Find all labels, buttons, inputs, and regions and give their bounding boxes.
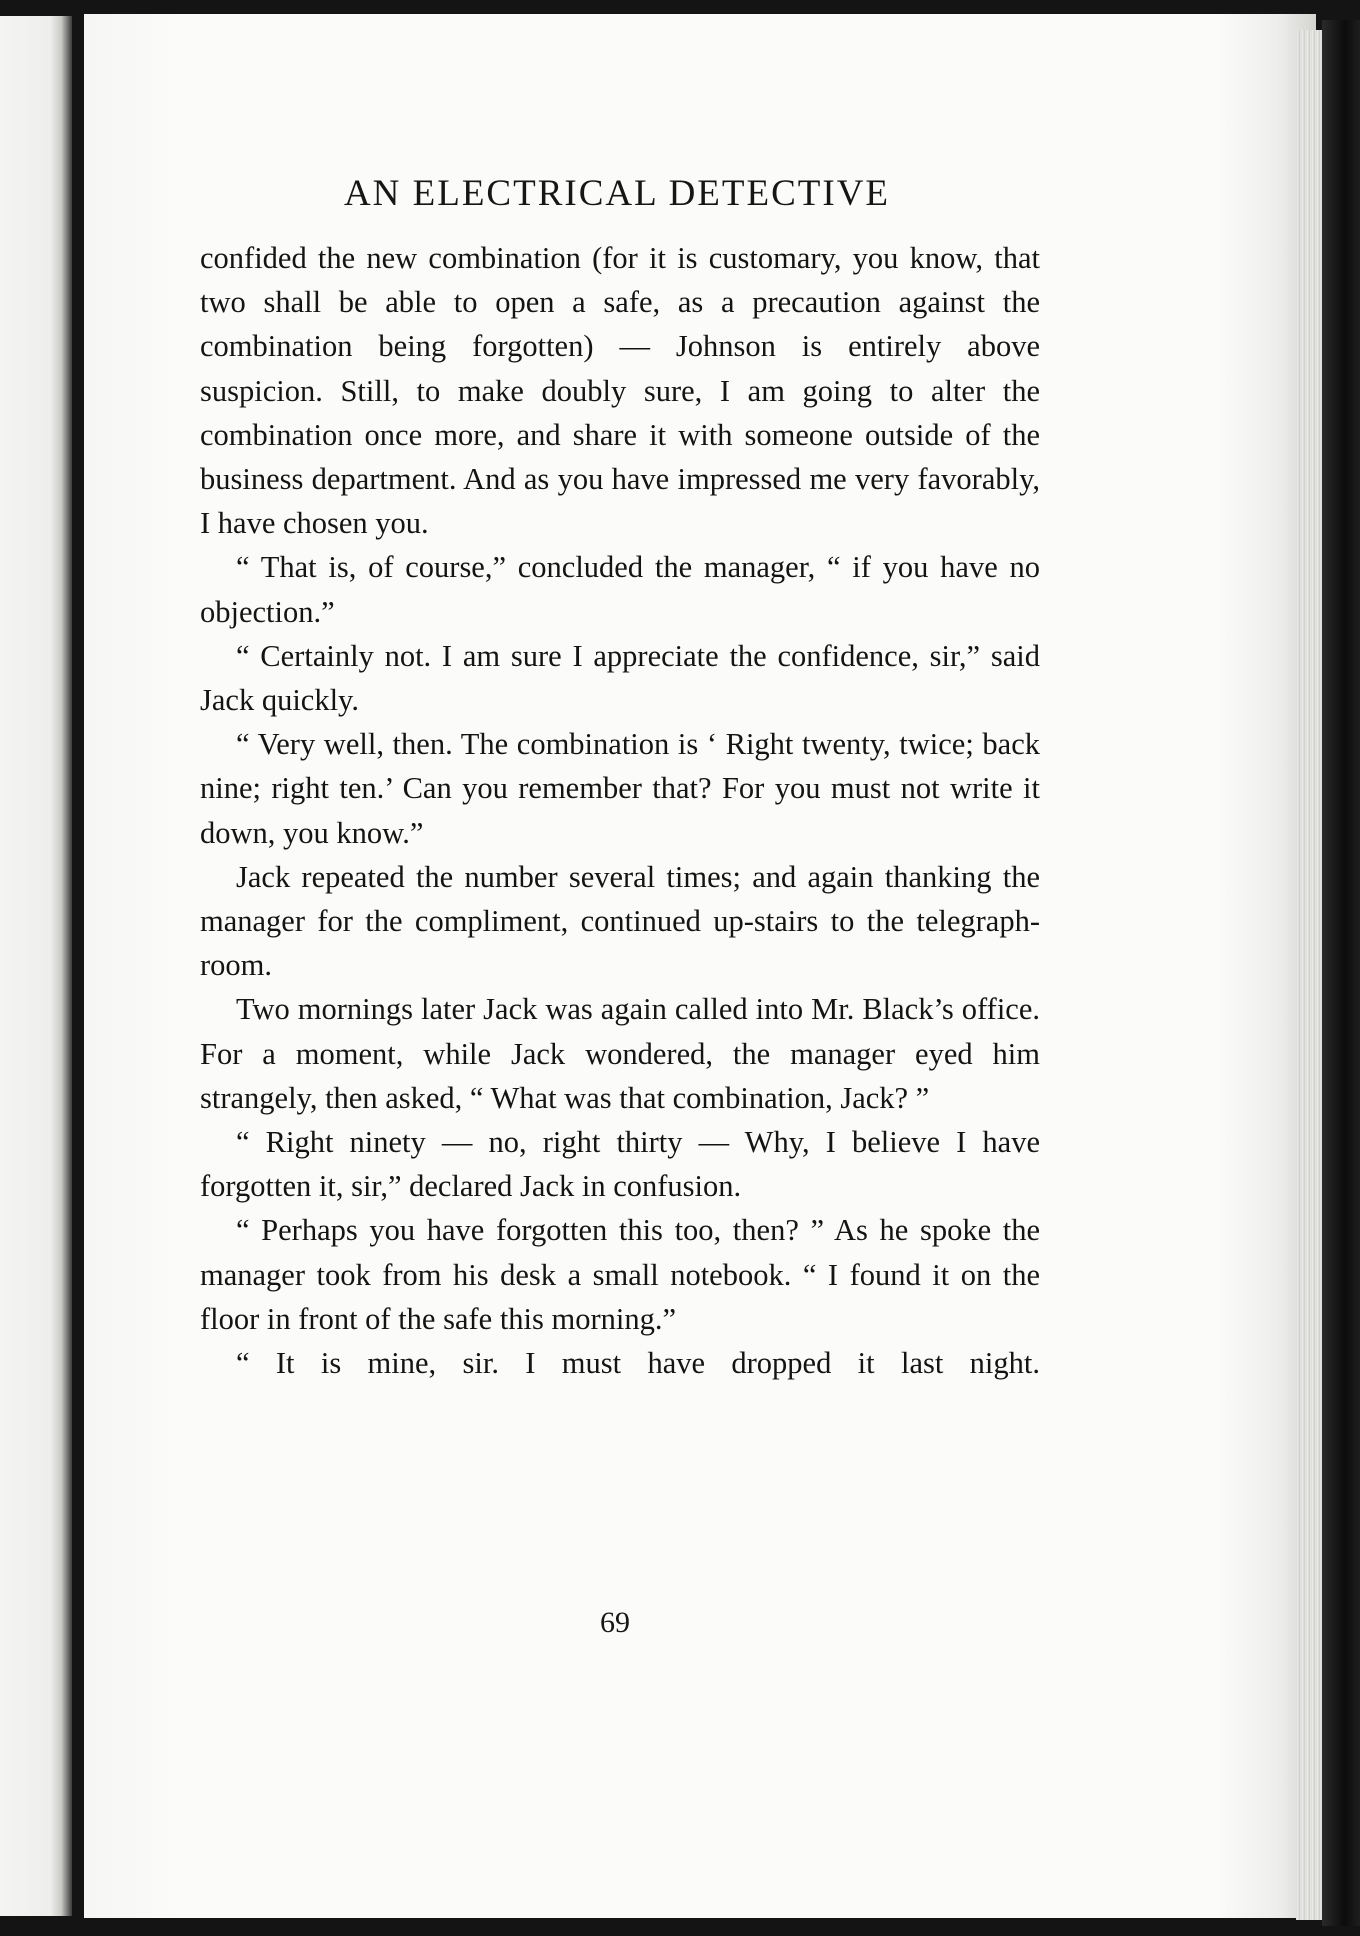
- page-block-edge: [1296, 30, 1322, 1920]
- paragraph: “ Certainly not. I am sure I appreciate the confidence, sir,” said Jack quickly.: [200, 638, 1040, 718]
- left-page-edge: [0, 16, 72, 1916]
- paragraph-continued: confided the new combination (for it is customary, you know, that two shall be able to open a safe, as a precaution against the combination being forgotten) — Johnson is entirely above suspicion. Still, to make doubly sure, I am going to alter the combination once more, and share it with someone outside of the business department. And as you have impressed me very favorably, I have chosen you.: [200, 241, 1040, 541]
- paragraph: Jack repeated the number several times; and again thanking the manager for the compliment, continued up-stairs to the telegraph-room.: [200, 859, 1040, 983]
- paragraph: “ Right ninety — no, right thirty — Why, I believe I have forgotten it, sir,” declared Jack in confusion.: [200, 1125, 1040, 1204]
- paragraph: “ Very well, then. The combination is ‘ Right twenty, twice; back nine; right ten.’ Can you remember that? For you must not write it down, you know.”: [200, 727, 1040, 850]
- paragraph: “ That is, of course,” concluded the manager, “ if you have no objection.”: [200, 550, 1040, 629]
- paragraph-continues: “ It is mine, sir. I must have dropped it last night.: [236, 1346, 1040, 1381]
- page-number: 69: [600, 1606, 630, 1639]
- running-head: AN ELECTRICAL DETECTIVE: [343, 173, 891, 214]
- paragraph: Two mornings later Jack was again called into Mr. Black’s office. For a moment, while Jack wondered, the manager eyed him strangely, then asked, “ What was that combination, Jack? ”: [200, 992, 1040, 1115]
- paragraph: “ Perhaps you have forgotten this too, then? ” As he spoke the manager took from his desk a small notebook. “ I found it on the floor in front of the safe this morning.”: [200, 1213, 1040, 1336]
- body-text: [200, 236, 1040, 1385]
- book-binding: [1322, 20, 1360, 1926]
